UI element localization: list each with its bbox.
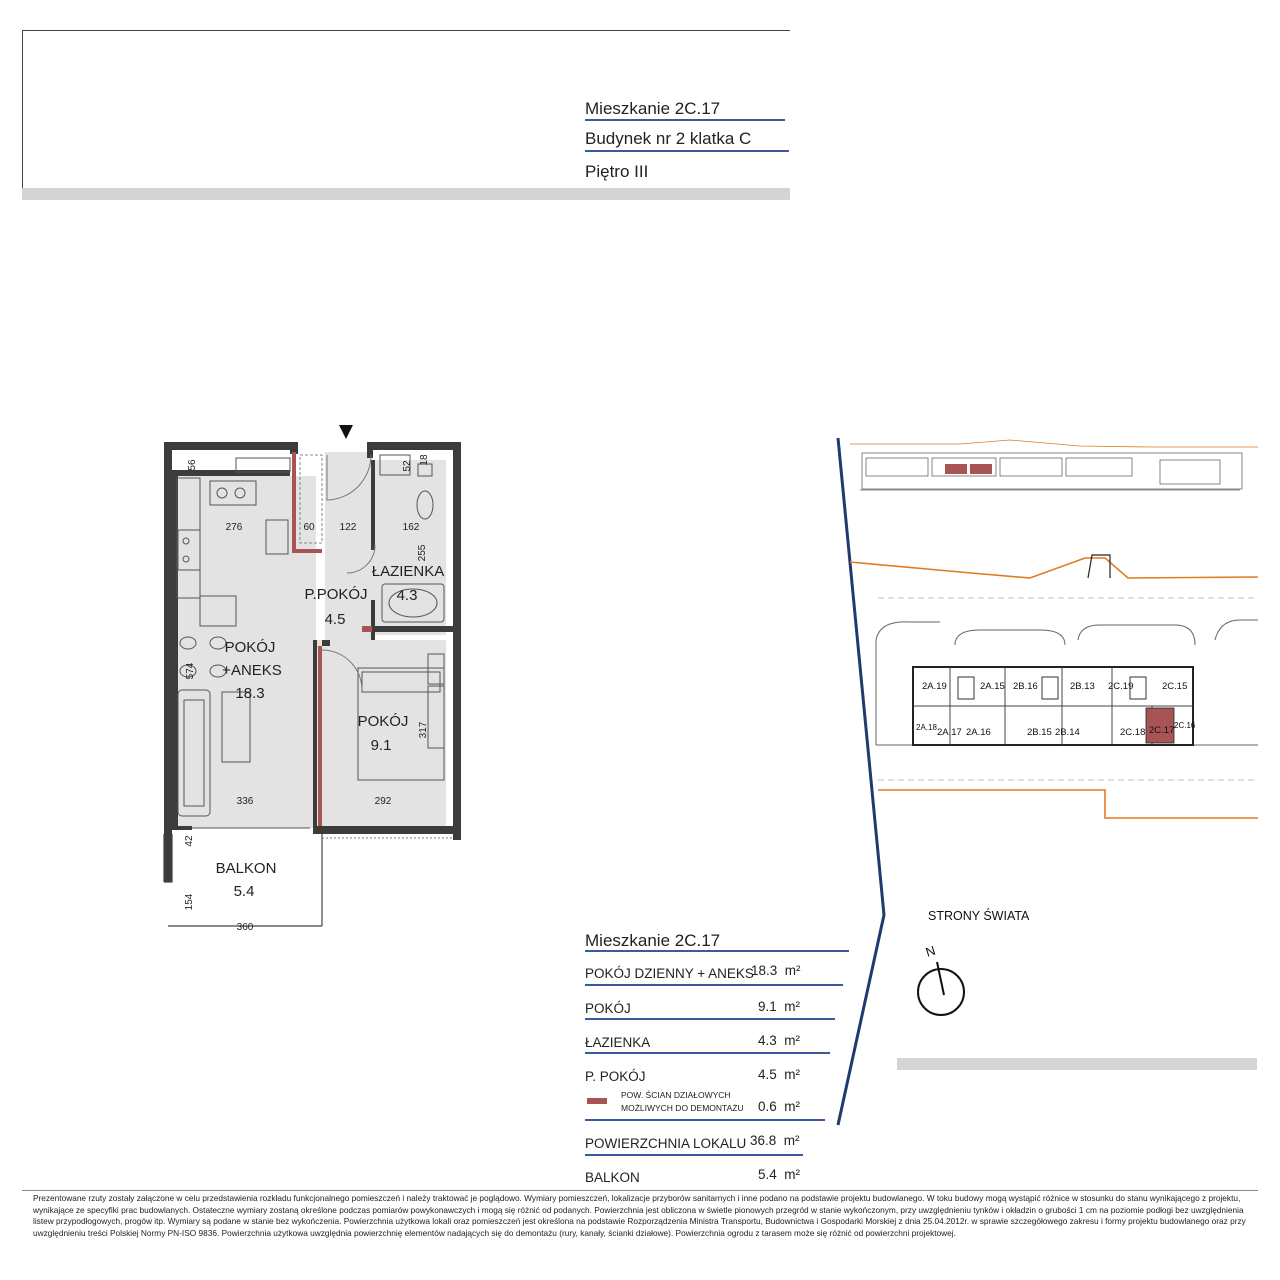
compass-north-icon: N — [923, 942, 938, 960]
row-living-underline — [585, 984, 843, 986]
legend-line2: MOŻLIWYCH DO DEMONTAŻU — [621, 1103, 744, 1113]
mini-highlight — [945, 464, 967, 474]
site-grey-bar — [897, 1058, 1257, 1070]
room-hall-area: 4.5 — [324, 611, 346, 628]
mini-highlight-2 — [970, 464, 992, 474]
compass-title: STRONY ŚWIATA — [928, 909, 1030, 923]
building-label: Budynek nr 2 klatka C — [585, 129, 752, 148]
unit-2c17: 2C.17 — [1149, 725, 1175, 736]
footer-rule — [22, 1190, 1258, 1191]
top-rule — [22, 30, 790, 31]
dim-60: 60 — [303, 522, 315, 533]
dim-52: 52 — [402, 460, 413, 472]
legend-underline — [585, 1119, 825, 1121]
disclaimer-text: Prezentowane rzuty zostały załączone w celu przedstawienia rozkładu funkcjonalnego pomieszczeń i należy traktować je poglądowo. Wymiary pomieszczeń, lokalizacje przyborów sanitarnych i inne podano na podstawie projektu budowlanego. W toku budowy mogą wystąpić różnice w stosunku do stanu wynikającego z projektu, wynikające ze specyfiki prac budowlanych. Ostateczne wymiary zostaną określone podczas pomiarów powykonawczych i mogą się różnić od podanych. Powierzchnia jest obliczona w świetle pionowych przegród w stanie wykończonym, przy uwzględnieniu tynków i okładzin o grubości 1 cm na poziomie podłogi bez uwzględnienia listew przypodłogowych, progów itp. Wymiary są podane w stanie bez wykończenia. Powierzchnia użytkowa lokali oraz pomieszczeń jest określona na podstawie Rozporządzenia Ministra Transportu, Budownictwa i Gospodarki Morskiej z dnia 25.04.2012r. w sprawie szczegółowego zakresu i formy projektu budowlanego oraz przy uwzględnieniu treści Polskiej Normy PN-ISO 9836. Powierzchnia użytkowa uwzględnia powierzchnię elementów nadających się do demontażu (rury, kanały, ścianki działowe). Powierzchnia ogrodu z tarasem może się różnić od powierzchni projektowej. — [33, 1193, 1246, 1238]
dim-18: 18 — [419, 454, 430, 466]
compass-needle — [937, 962, 944, 995]
dim-162: 162 — [402, 522, 420, 533]
room-bath-name: ŁAZIENKA — [371, 563, 445, 580]
room-bedroom-name: POKÓJ — [357, 713, 409, 730]
row-bathroom-underline — [585, 1052, 830, 1054]
unit-2c19: 2C.19 — [1108, 681, 1134, 692]
room-balcony-area: 5.4 — [233, 883, 255, 900]
unit-2b16: 2B.16 — [1013, 681, 1038, 692]
unit-2a18: 2A.18 — [916, 723, 937, 732]
mini-site — [850, 440, 1258, 490]
floor-label: Piętro III — [585, 162, 649, 181]
dim-317: 317 — [418, 721, 429, 739]
table-title-underline — [585, 950, 849, 952]
compass-circle — [918, 969, 964, 1015]
road-top — [850, 558, 1258, 578]
unit-2c18: 2C.18 — [1120, 727, 1146, 738]
unit-2a15: 2A.15 — [980, 681, 1005, 692]
legend-value: 0.6 m² — [758, 1099, 801, 1114]
dim-42: 42 — [184, 835, 195, 847]
room-living-name-line2: +ANEKS — [222, 662, 282, 679]
unit-2b13: 2B.13 — [1070, 681, 1095, 692]
unit-2a16: 2A.16 — [966, 727, 991, 738]
room-balcony-name: BALKON — [215, 860, 277, 877]
room-bath-area: 4.3 — [396, 587, 418, 604]
dim-122: 122 — [339, 522, 357, 533]
header-grey-bar — [22, 188, 790, 200]
total-underline — [585, 1154, 803, 1156]
dim-292: 292 — [374, 796, 392, 807]
unit-2b14: 2B.14 — [1055, 727, 1080, 738]
unit-2c16: 2C.16 — [1174, 721, 1196, 730]
dim-276: 276 — [225, 522, 243, 533]
row-bathroom-label: ŁAZIENKA — [585, 1035, 651, 1050]
row-hall-label: P. POKÓJ — [585, 1069, 646, 1084]
room-living-name-line1: POKÓJ — [224, 639, 276, 656]
row-living-label: POKÓJ DZIENNY + ANEKS — [585, 966, 754, 981]
unit-2a19: 2A.19 — [922, 681, 947, 692]
room-living-area: 18.3 — [235, 685, 265, 702]
legend-swatch — [587, 1098, 607, 1104]
row-bedroom-label: POKÓJ — [585, 1001, 631, 1016]
building-label-underline — [585, 150, 789, 152]
legend-line1: POW. ŚCIAN DZIAŁOWYCH — [621, 1090, 731, 1100]
row-hall-value: 4.5 m² — [758, 1067, 801, 1082]
row-bathroom-value: 4.3 m² — [758, 1033, 801, 1048]
balcony-value: 5.4 m² — [758, 1167, 801, 1182]
dim-360: 360 — [236, 922, 254, 933]
road-bottom — [878, 790, 1258, 818]
dim-154: 154 — [184, 893, 195, 911]
apartment-title-underline — [585, 119, 785, 121]
dim-336: 336 — [236, 796, 254, 807]
floor-fill — [174, 452, 446, 828]
site-boundary — [838, 438, 884, 1125]
unit-2a17: 2A.17 — [937, 727, 962, 738]
room-bedroom-area: 9.1 — [370, 737, 392, 754]
unit-2b15: 2B.15 — [1027, 727, 1052, 738]
total-value: 36.8 m² — [750, 1133, 800, 1148]
table-title: Mieszkanie 2C.17 — [585, 931, 721, 950]
row-bedroom-value: 9.1 m² — [758, 999, 801, 1014]
row-bedroom-underline — [585, 1018, 835, 1020]
dim-56: 56 — [187, 459, 198, 471]
balcony — [164, 834, 322, 926]
entry-arrow — [339, 425, 353, 439]
total-label: POWIERZCHNIA LOKALU — [585, 1136, 747, 1151]
floor-plan — [150, 420, 480, 950]
site-plan — [830, 430, 1260, 1130]
apartment-title: Mieszkanie 2C.17 — [585, 99, 721, 118]
balcony-label: BALKON — [585, 1170, 640, 1185]
dim-255: 255 — [417, 544, 428, 562]
row-living-value: 18.3 m² — [751, 963, 801, 978]
room-hall-name: P.POKÓJ — [304, 586, 368, 603]
dim-574: 574 — [185, 662, 196, 680]
left-rule — [22, 30, 23, 200]
unit-2c15: 2C.15 — [1162, 681, 1188, 692]
